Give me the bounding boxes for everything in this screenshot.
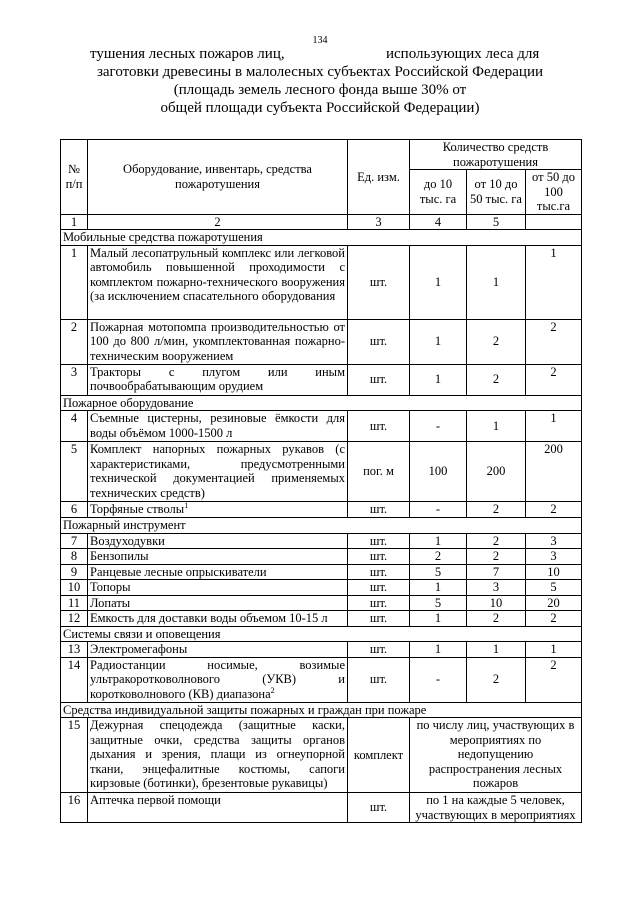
row-unit: шт. — [348, 642, 410, 658]
row-num: 4 — [61, 411, 88, 442]
header-equipment: Оборудование, инвентарь, средства пожаротушения — [88, 140, 348, 215]
row-unit: комплект — [348, 718, 410, 793]
table-row — [61, 502, 582, 518]
row-unit: шт. — [348, 793, 410, 823]
row-unit: шт. — [348, 564, 410, 580]
heading-line2: заготовки древесины в малолесных субъектах Российской Федерации — [96, 64, 544, 80]
equipment-table — [60, 139, 582, 823]
row-name: Пожарная мотопомпа производительностью от 100 до 800 л/мин, укомплектованная пожарно-техническим вооружением — [88, 319, 348, 364]
row-q1: 1 — [410, 611, 467, 627]
row-unit: пог. м — [348, 442, 410, 502]
row-name: Аптечка первой помощи — [88, 793, 348, 823]
row-num: 7 — [61, 533, 88, 549]
row-num: 6 — [61, 502, 88, 518]
footnote-mark: 2 — [270, 685, 275, 695]
colnum: 5 — [467, 214, 526, 230]
row-q3: 2 — [526, 319, 582, 364]
row-q2: 1 — [467, 411, 526, 442]
row-unit: шт. — [348, 549, 410, 565]
header-qty2: от 10 до 50 тыс. га — [467, 170, 526, 215]
row-unit: шт. — [348, 245, 410, 319]
row-name: Дежурная спецодежда (защитные каски, защитные очки, средства защиты органов дыхания и зрения, плащи из огнеупорной ткани, энцефалитные костюмы, сапоги кирзовые (ботинки), брезентовые рукавицы) — [88, 718, 348, 793]
column-number-row — [61, 214, 582, 230]
colnum: 4 — [410, 214, 467, 230]
row-unit: шт. — [348, 364, 410, 395]
row-q2: 3 — [467, 580, 526, 596]
row-name: Съемные цистерны, резиновые ёмкости для воды объёмом 1000-1500 л — [88, 411, 348, 442]
row-name: Тракторы с плугом или иным почвообрабатывающим орудием — [88, 364, 348, 395]
row-q3: 2 — [526, 502, 582, 518]
row-q2: 1 — [467, 642, 526, 658]
table-row — [61, 533, 582, 549]
row-q1: 1 — [410, 319, 467, 364]
row-q3: 1 — [526, 245, 582, 319]
header-qty-group: Количество средств пожаротушения — [410, 140, 582, 170]
row-name: Воздуходувки — [88, 533, 348, 549]
table-row — [61, 595, 582, 611]
row-q3: 20 — [526, 595, 582, 611]
colnum-empty — [526, 214, 582, 230]
section-title: Пожарный инструмент — [61, 518, 582, 534]
row-q1: 1 — [410, 642, 467, 658]
row-unit: шт. — [348, 411, 410, 442]
row-q2: 2 — [467, 549, 526, 565]
row-q2: 2 — [467, 364, 526, 395]
row-q2: 2 — [467, 533, 526, 549]
row-name: Электромегафоны — [88, 642, 348, 658]
row-q3: 5 — [526, 580, 582, 596]
colnum: 1 — [61, 214, 88, 230]
row-q2: 7 — [467, 564, 526, 580]
row-q3: 2 — [526, 364, 582, 395]
row-name: Комплект напорных пожарных рукавов (с характеристиками, предусмотренными технической документацией применяемых технических средств) — [88, 442, 348, 502]
row-q3: 200 — [526, 442, 582, 502]
row-num: 12 — [61, 611, 88, 627]
row-q1: 1 — [410, 580, 467, 596]
row-q3: 10 — [526, 564, 582, 580]
table-row — [61, 442, 582, 502]
table-row — [61, 245, 582, 319]
row-q2: 2 — [467, 657, 526, 702]
row-name — [88, 657, 348, 702]
row-unit: шт. — [348, 533, 410, 549]
row-q2: 2 — [467, 502, 526, 518]
row-unit: шт. — [348, 319, 410, 364]
row-q3: 2 — [526, 657, 582, 702]
table-row — [61, 580, 582, 596]
header-unit: Ед. изм. — [348, 140, 410, 215]
section-title: Средства индивидуальной защиты пожарных и граждан при пожаре — [61, 702, 582, 718]
footnote-mark: 1 — [184, 501, 189, 510]
row-q2: 2 — [467, 319, 526, 364]
row-q2: 10 — [467, 595, 526, 611]
section-row — [61, 702, 582, 718]
header-qty1: до 10 тыс. га — [410, 170, 467, 215]
row-q2: 200 — [467, 442, 526, 502]
colnum: 3 — [348, 214, 410, 230]
row-num: 10 — [61, 580, 88, 596]
table-row — [61, 549, 582, 565]
row-name-text: Торфяные стволы — [90, 502, 185, 516]
table-row — [61, 718, 582, 793]
page-number: 134 — [312, 35, 328, 46]
row-num: 15 — [61, 718, 88, 793]
row-q2: 2 — [467, 611, 526, 627]
heading-line1-right: использующих леса для — [386, 46, 540, 62]
table-row — [61, 411, 582, 442]
table-row — [61, 642, 582, 658]
row-num: 13 — [61, 642, 88, 658]
row-q1: - — [410, 502, 467, 518]
section-title: Пожарное оборудование — [61, 395, 582, 411]
row-q3: 1 — [526, 642, 582, 658]
row-q3: 2 — [526, 611, 582, 627]
row-num: 1 — [61, 245, 88, 319]
row-num: 8 — [61, 549, 88, 565]
header-num: № п/п — [61, 140, 88, 215]
table-row — [61, 364, 582, 395]
table-row — [61, 793, 582, 823]
row-q3: 3 — [526, 549, 582, 565]
row-name: Емкость для доставки воды объемом 10-15 л — [88, 611, 348, 627]
row-num: 16 — [61, 793, 88, 823]
row-q3: 1 — [526, 411, 582, 442]
section-row — [61, 230, 582, 246]
row-q3: 3 — [526, 533, 582, 549]
section-row — [61, 626, 582, 642]
row-unit: шт. — [348, 502, 410, 518]
row-num: 11 — [61, 595, 88, 611]
row-num: 3 — [61, 364, 88, 395]
table-row — [61, 611, 582, 627]
row-q1: 2 — [410, 549, 467, 565]
section-title: Мобильные средства пожаротушения — [61, 230, 582, 246]
row-num: 2 — [61, 319, 88, 364]
row-unit: шт. — [348, 595, 410, 611]
heading-line4: общей площади субъекта Российской Федерации) — [160, 100, 480, 116]
section-title: Системы связи и оповещения — [61, 626, 582, 642]
row-q1: - — [410, 657, 467, 702]
row-q1: 1 — [410, 533, 467, 549]
row-num: 9 — [61, 564, 88, 580]
row-q1: 100 — [410, 442, 467, 502]
heading-line3: (площадь земель лесного фонда выше 30% от — [173, 82, 467, 98]
row-name — [88, 502, 348, 518]
table-header-row — [61, 140, 582, 170]
section-row — [61, 518, 582, 534]
row-q1: - — [410, 411, 467, 442]
row-num: 14 — [61, 657, 88, 702]
colnum: 2 — [88, 214, 348, 230]
row-name: Лопаты — [88, 595, 348, 611]
document-heading — [0, 45, 640, 117]
row-q1: 1 — [410, 364, 467, 395]
row-merged-qty: по числу лиц, участвующих в мероприятиях по недопущению распространения лесных пожаров — [410, 718, 582, 793]
table-row — [61, 657, 582, 702]
heading-line1-left: тушения лесных пожаров лиц, — [90, 46, 285, 62]
section-row — [61, 395, 582, 411]
header-qty3: от 50 до 100 тыс.га — [526, 170, 582, 215]
row-q1: 5 — [410, 595, 467, 611]
row-name: Малый лесопатрульный комплекс или легковой автомобиль повышенной проходимости с комплектом пожарно-технического вооружения (за исключением спасательного оборудования — [88, 245, 348, 319]
row-q2: 1 — [467, 245, 526, 319]
row-unit: шт. — [348, 657, 410, 702]
row-num: 5 — [61, 442, 88, 502]
row-name: Топоры — [88, 580, 348, 596]
row-q1: 5 — [410, 564, 467, 580]
row-merged-qty: по 1 на каждые 5 человек, участвующих в мероприятиях — [410, 793, 582, 823]
row-name: Бензопилы — [88, 549, 348, 565]
row-unit: шт. — [348, 580, 410, 596]
table-row — [61, 564, 582, 580]
row-name: Ранцевые лесные опрыскиватели — [88, 564, 348, 580]
row-q1: 1 — [410, 245, 467, 319]
row-unit: шт. — [348, 611, 410, 627]
table-row — [61, 319, 582, 364]
row-name-text: Радиостанции носимые, возимые ультракоротковолнового (УКВ) и коротковолнового (КВ) диапазона — [90, 657, 345, 701]
